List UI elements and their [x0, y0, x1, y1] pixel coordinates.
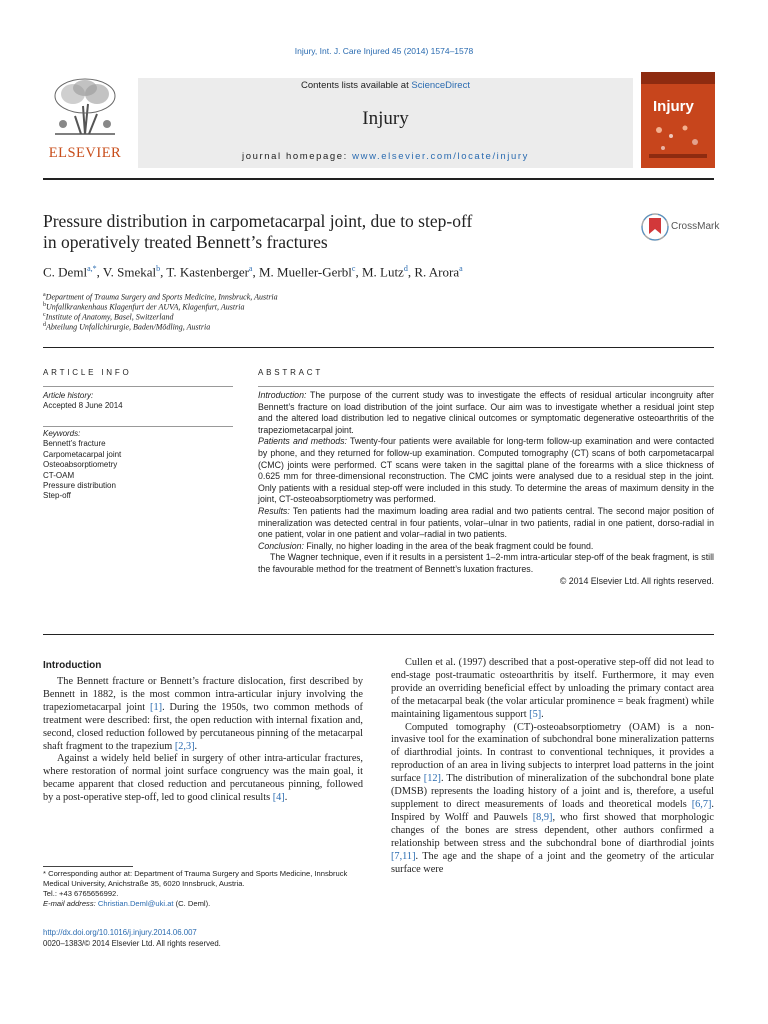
- affiliation-text: Institute of Anatomy, Basel, Switzerland: [45, 312, 174, 322]
- corresponding-author-footnote: [43, 869, 365, 909]
- abstract-text: Twenty-four patients were available for long-term follow-up examination and were contacted by phone, and they returned for follow-up examination. Computed tomography (CT) scans of both carpometacarpal (CMC) joints were performed. CT scans were taken in the sagittal plane of the forearms with a slice thickness of 0.625 mm for three-dimensional reconstruction. The CMC joints were analysed due to a residual step in the joint. Only patients with a residual step-off were included in this study. To determine the areas of maximum density in the joint, CT-osteoabsorptiometry was performed.: [258, 436, 715, 505]
- affiliation-marker: d: [43, 322, 46, 328]
- cover-band: [641, 72, 715, 84]
- author-affiliation-marker[interactable]: a,*: [87, 264, 97, 273]
- author-affiliation-marker[interactable]: a: [459, 264, 463, 273]
- footnote-tel: Tel.: +43 6765656992.: [43, 889, 119, 898]
- journal-citation[interactable]: Injury, Int. J. Care Injured 45 (2014) 1574–1578: [294, 46, 474, 56]
- email-suffix: (C. Deml).: [173, 899, 211, 908]
- paragraph-text: Computed tomography (CT)-osteoabsorptiometry (OAM) is a non-invasive tool for the examination of subchondral bone mineralization patterns of diarthrodial joints. In contrast to conventional techniques, it provides a reproduction of an area in living subjects to interpret load patterns in the joint surface: [391, 721, 714, 785]
- paragraph-text: , who first showed that morphologic changes of the bones are stress dependent, other authors confirmed a relationship between stress and the subchondral bone of diarthrodial joints: [391, 811, 714, 849]
- reference-link[interactable]: [5]: [529, 708, 542, 720]
- author-name: R. Arora: [414, 264, 460, 280]
- abstract-rule: [258, 386, 714, 387]
- footnote-rule: [43, 866, 133, 867]
- paragraph: [391, 722, 714, 877]
- abstract-methods: [258, 436, 714, 506]
- author-affiliation-marker[interactable]: b: [156, 264, 161, 273]
- elsevier-wordmark: ELSEVIER: [48, 145, 122, 161]
- footnote-text: Corresponding author at: Department of Trauma Surgery and Sports Medicine, Innsbruck Medical University, Anichstraße 35, 6020 Innsbruck, Austria.: [43, 869, 348, 888]
- cover-graphic-icon: [649, 122, 707, 158]
- doi-link[interactable]: http://dx.doi.org/10.1016/j.injury.2014.06.007: [43, 928, 197, 937]
- reference-link[interactable]: [8,9]: [532, 811, 553, 823]
- issn-copyright: 0020–1383/© 2014 Elsevier Ltd. All rights reserved.: [43, 938, 221, 948]
- accepted-date: Accepted 8 June 2014: [43, 401, 123, 411]
- reference-link[interactable]: [7,11]: [391, 850, 416, 862]
- author-affiliation-marker[interactable]: a: [248, 264, 253, 273]
- paragraph: [391, 657, 714, 722]
- paragraph-text: The Bennett fracture or Bennett’s fracture dislocation, first described by Bennett in 1882, is the most common intra-articular injury involving the trapeziometacarpal joint: [43, 676, 363, 713]
- introduction-heading: Introduction: [43, 660, 102, 671]
- paragraph-text: Cullen et al. (1997) described that a post-operative step-off did not lead to end-stage post-traumatic osteoarthritis by itself. Furthermore, it may even provide an overriding beneficial effect by unloading the primary contact area of the metacarpal beak (the volar articular prominence = beak fragment) while maintaining ligamentous support: [391, 657, 714, 720]
- affiliation-text: Unfallkrankenhaus Klagenfurt der AUVA, Klagenfurt, Austria: [46, 302, 245, 312]
- abstract-end-rule: [43, 634, 714, 635]
- keyword: Bennett’s fracture: [43, 439, 106, 449]
- abstract-section-label: Patients and methods:: [258, 436, 347, 447]
- header-rule: [43, 178, 714, 180]
- abstract-heading: ABSTRACT: [258, 368, 324, 377]
- paragraph-text: . The age and the shape of a joint and the geometry of the articular surface were: [391, 850, 714, 875]
- email-label: E-mail address:: [43, 899, 98, 908]
- footnote-marker: *: [43, 869, 46, 878]
- abstract-results: [258, 506, 714, 541]
- contents-line: [138, 80, 633, 91]
- abstract-conclusion: [258, 541, 714, 553]
- abstract-text: Finally, no higher loading in the area of the beak fragment could be found.: [303, 540, 594, 551]
- affiliation: [43, 312, 174, 322]
- crossmark-icon: [641, 212, 669, 242]
- paragraph-text: .: [284, 792, 288, 804]
- paragraph-text: . During the 1950s, two common methods of treatment were described: first, the open reduction with internal fixation and, second, closed reduction followed by percutaneous pinning of the metacarpal shaft fragment to the trapezium: [43, 701, 363, 752]
- article-title: [43, 211, 613, 253]
- author-name: T. Kastenberger: [166, 264, 249, 280]
- journal-title: Injury: [362, 108, 409, 129]
- keyword: Pressure distribution: [43, 481, 116, 491]
- section-rule: [43, 347, 714, 348]
- author-separator: ,: [252, 264, 259, 280]
- affiliation-marker: b: [43, 302, 46, 308]
- article-info-heading: ARTICLE INFO: [43, 368, 132, 377]
- homepage-prefix: journal homepage:: [242, 151, 353, 162]
- body-column-left: [43, 676, 363, 805]
- article-title-line-1: Pressure distribution in carpometacarpal joint, due to step-off: [43, 211, 473, 231]
- author-name: M. Lutz: [361, 264, 404, 280]
- article-history: [43, 391, 123, 412]
- body-column-right: [391, 657, 714, 876]
- elsevier-tree-icon: [45, 76, 125, 138]
- paragraph: [43, 676, 363, 753]
- author-name: C. Deml: [43, 264, 88, 280]
- reference-link[interactable]: [6,7]: [691, 798, 712, 810]
- affiliation: [43, 302, 244, 312]
- footnote-email: [43, 899, 365, 909]
- cover-title: Injury: [653, 98, 694, 115]
- author-affiliation-marker[interactable]: c: [351, 264, 356, 273]
- author-separator: ,: [160, 264, 167, 280]
- article-info-rule: [43, 386, 233, 387]
- abstract-section-label: Results:: [258, 505, 290, 516]
- article-title-line-2: in operatively treated Bennett’s fractures: [43, 232, 328, 252]
- keyword: Step-off: [43, 491, 71, 501]
- article-history-label: Article history:: [43, 391, 94, 400]
- contents-prefix: Contents lists available at: [301, 80, 412, 91]
- footnote-corresponding: [43, 869, 365, 889]
- abstract-body: [258, 390, 714, 587]
- homepage-link[interactable]: www.elsevier.com/locate/injury: [352, 151, 529, 162]
- keywords: [43, 429, 121, 502]
- abstract-introduction: [258, 390, 714, 436]
- abstract-copyright: © 2014 Elsevier Ltd. All rights reserved.: [559, 575, 714, 586]
- paragraph: [43, 753, 363, 805]
- author-list: [43, 264, 463, 280]
- abstract-section-label: Conclusion:: [258, 540, 304, 551]
- keyword: Carpometacarpal joint: [43, 449, 122, 459]
- affiliation: [43, 322, 210, 332]
- doi-block: [43, 928, 221, 949]
- paragraph-text: Against a widely held belief in surgery of other intra-articular fractures, where restoration of normal joint surface congruency was the main goal, it became apparent that closed reduction and percutaneous pinning, followed by a post-operative step-off, led to good clinical results: [43, 753, 363, 804]
- journal-cover[interactable]: [641, 72, 715, 168]
- keywords-label: Keywords:: [43, 429, 81, 438]
- reference-link[interactable]: [2,3]: [174, 740, 195, 752]
- paragraph-text: .: [541, 708, 544, 720]
- sciencedirect-link[interactable]: ScienceDirect: [411, 80, 470, 91]
- abstract-text: The purpose of the current study was to investigate the effects of residual articular incongruity after Bennett’s fracture on load distribution of the joint surface. Our aim was to investigate whether a residual joint step and the altered load distribution led to negative clinical outcomes or symptomatic degenerative osteoarthritis of the trapeziometacarpal joint.: [258, 390, 714, 435]
- email-link[interactable]: Christian.Deml@uki.at: [97, 899, 174, 908]
- affiliation-marker: c: [43, 312, 46, 318]
- keyword: CT-OAM: [43, 470, 75, 480]
- elsevier-logo[interactable]: [41, 76, 129, 166]
- paragraph-text: . The distribution of mineralization of the subchondral bone plate (DMSB) represents the loading history of a joint and is, therefore, a useful supplement to direct measurements of loads and theoretical models: [391, 773, 714, 810]
- crossmark-badge[interactable]: [641, 212, 721, 244]
- abstract-section-label: Introduction:: [258, 390, 307, 400]
- keyword: Osteoabsorptiometry: [43, 460, 118, 470]
- affiliation-text: Abteilung Unfallchirurgie, Baden/Mödling, Austria: [46, 322, 211, 332]
- crossmark-label: CrossMark: [671, 221, 720, 232]
- affiliation: [43, 292, 278, 302]
- author-separator: ,: [96, 264, 103, 280]
- author-name: V. Smekal: [102, 264, 157, 280]
- article-info-rule: [43, 426, 233, 427]
- abstract-wagner: The Wagner technique, even if it results in a persistent 1–2-mm intra-articular step-off of the beak fragment, is still the favourable method for the treatment of Bennett’s luxation fractures.: [258, 552, 714, 574]
- reference-link[interactable]: [4]: [272, 792, 285, 804]
- author-separator: ,: [355, 264, 362, 280]
- reference-link[interactable]: [1]: [150, 701, 163, 713]
- affiliation-text: Department of Trauma Surgery and Sports Medicine, Innsbruck, Austria: [45, 292, 278, 302]
- abstract-text: Ten patients had the maximum loading area radial and two patients central. The second major position of mineralization was detected central in four patients, volar–ulnar in two patients, radial in one patient, dorso-radial in one patient, volar in one patient and volar–radial in two patients.: [258, 505, 714, 540]
- author-affiliation-marker[interactable]: d: [403, 264, 408, 273]
- paragraph-text: .: [194, 740, 198, 752]
- affiliation-marker: a: [43, 292, 46, 298]
- reference-link[interactable]: [12]: [423, 773, 441, 785]
- author-separator: ,: [407, 264, 415, 280]
- journal-homepage: [138, 151, 633, 162]
- author-name: M. Mueller-Gerbl: [258, 264, 352, 280]
- paragraph-text: . Inspired by Wolff and Pauwels: [391, 798, 714, 823]
